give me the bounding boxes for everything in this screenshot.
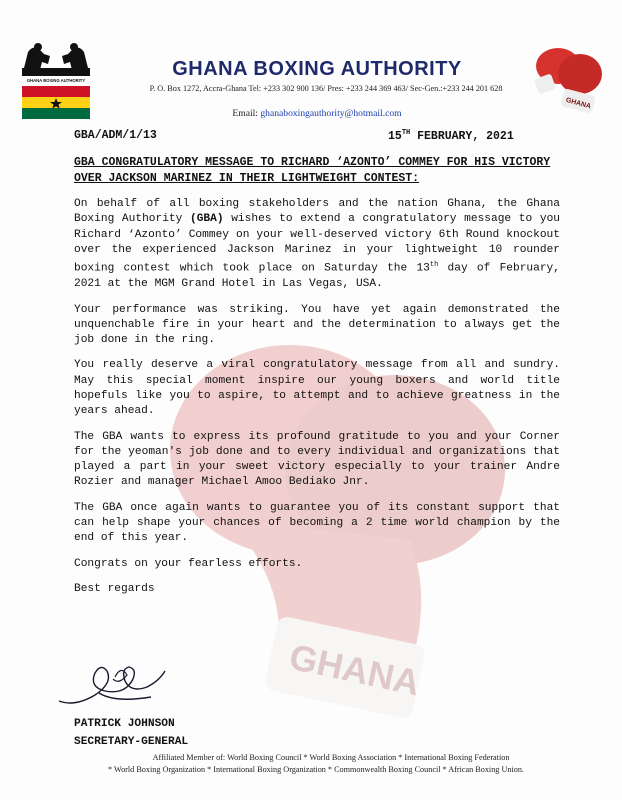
email-label: Email: (232, 108, 258, 119)
date-day: 15 (388, 129, 402, 143)
letter-body (74, 197, 560, 607)
p1-text-c: day of February, 2021 at the MGM Grand Hotel in Las Vegas, USA. (74, 262, 560, 291)
signer-name: PATRICK JOHNSON (74, 718, 175, 730)
email-link[interactable]: ghanaboxingauthority@hotmail.com (260, 108, 402, 119)
glove-label: GHANA (565, 96, 592, 111)
paragraph-2: Your performance was striking. You have yet again demonstrated the unquenchable fire in your heart and the determination to always get the job done in the ring. (74, 303, 560, 347)
org-contact: P. O. Box 1272, Accra-Ghana Tel: +233 302 900 136/ Pres: +233 244 369 463/ Sec-Gen.:+233 244 201 628 (149, 84, 503, 93)
date-suffix: TH (401, 129, 411, 137)
affiliation-line-2: * World Boxing Organization * International Boxing Organization * Commonwealth Boxing Council * African Boxing Union. (108, 765, 524, 774)
reference-number: GBA/ADM/1/13 (74, 129, 157, 142)
affiliation-line-1: Affiliated Member of: World Boxing Council * World Boxing Association * International Boxing Federation (152, 753, 510, 762)
date-rest: FEBRUARY, 2021 (410, 129, 514, 143)
paragraph-4: The GBA wants to express its profound gratitude to you and your Corner for the yeoman's job done and to every individual and organizations that played a part in your sweet victory especially to your trainer Andre Rozier and manager Michael Amoo Bediako Jnr. (74, 430, 560, 489)
closing: Best regards (74, 582, 155, 595)
paragraph-1 (74, 197, 560, 293)
paragraph-3: You really deserve a viral congratulatory message from all and sundry. May this special moment inspire our young boxers and world title hopefuls like you to aspire, to attempt and to achieve greatness in the years ahead. (74, 359, 560, 418)
p1-text-a: On behalf of all boxing stakeholders and the nation Ghana, the Ghana Boxing Authority (74, 198, 560, 226)
p1-text-b: wishes to extend a congratulatory message to you Richard ‘Azonto’ Commey on your well-deserved victory 6th Round knockout over the experienced Jackson Marinez in your lightweight 10 rounder boxing contest which took place on Saturday the 13 (74, 213, 560, 275)
signature (55, 657, 175, 709)
org-email-line (0, 108, 622, 119)
paragraph-6: Congrats on your fearless efforts. (74, 557, 303, 570)
org-name: GHANA BOXING AUTHORITY (172, 58, 462, 80)
letter-date (388, 129, 514, 143)
letter-subject: GBA CONGRATULATORY MESSAGE TO RICHARD ‘AZONTO’ COMMEY FOR HIS VICTORY OVER JACKSON MARINEZ IN THEIR LIGHTWEIGHT CONTEST: (74, 156, 551, 185)
glove-watermark-text: GHANA (285, 635, 424, 704)
logo-caption: GHANA BOXING AUTHORITY (26, 78, 86, 83)
signer-title: SECRETARY-GENERAL (74, 736, 189, 748)
paragraph-5: The GBA once again wants to guarantee you of its constant support that can help shape your chances of becoming a 2 time world champion by the end of this year. (74, 501, 560, 545)
p1-sup: th (429, 261, 439, 270)
p1-bold: (GBA) (190, 213, 224, 226)
